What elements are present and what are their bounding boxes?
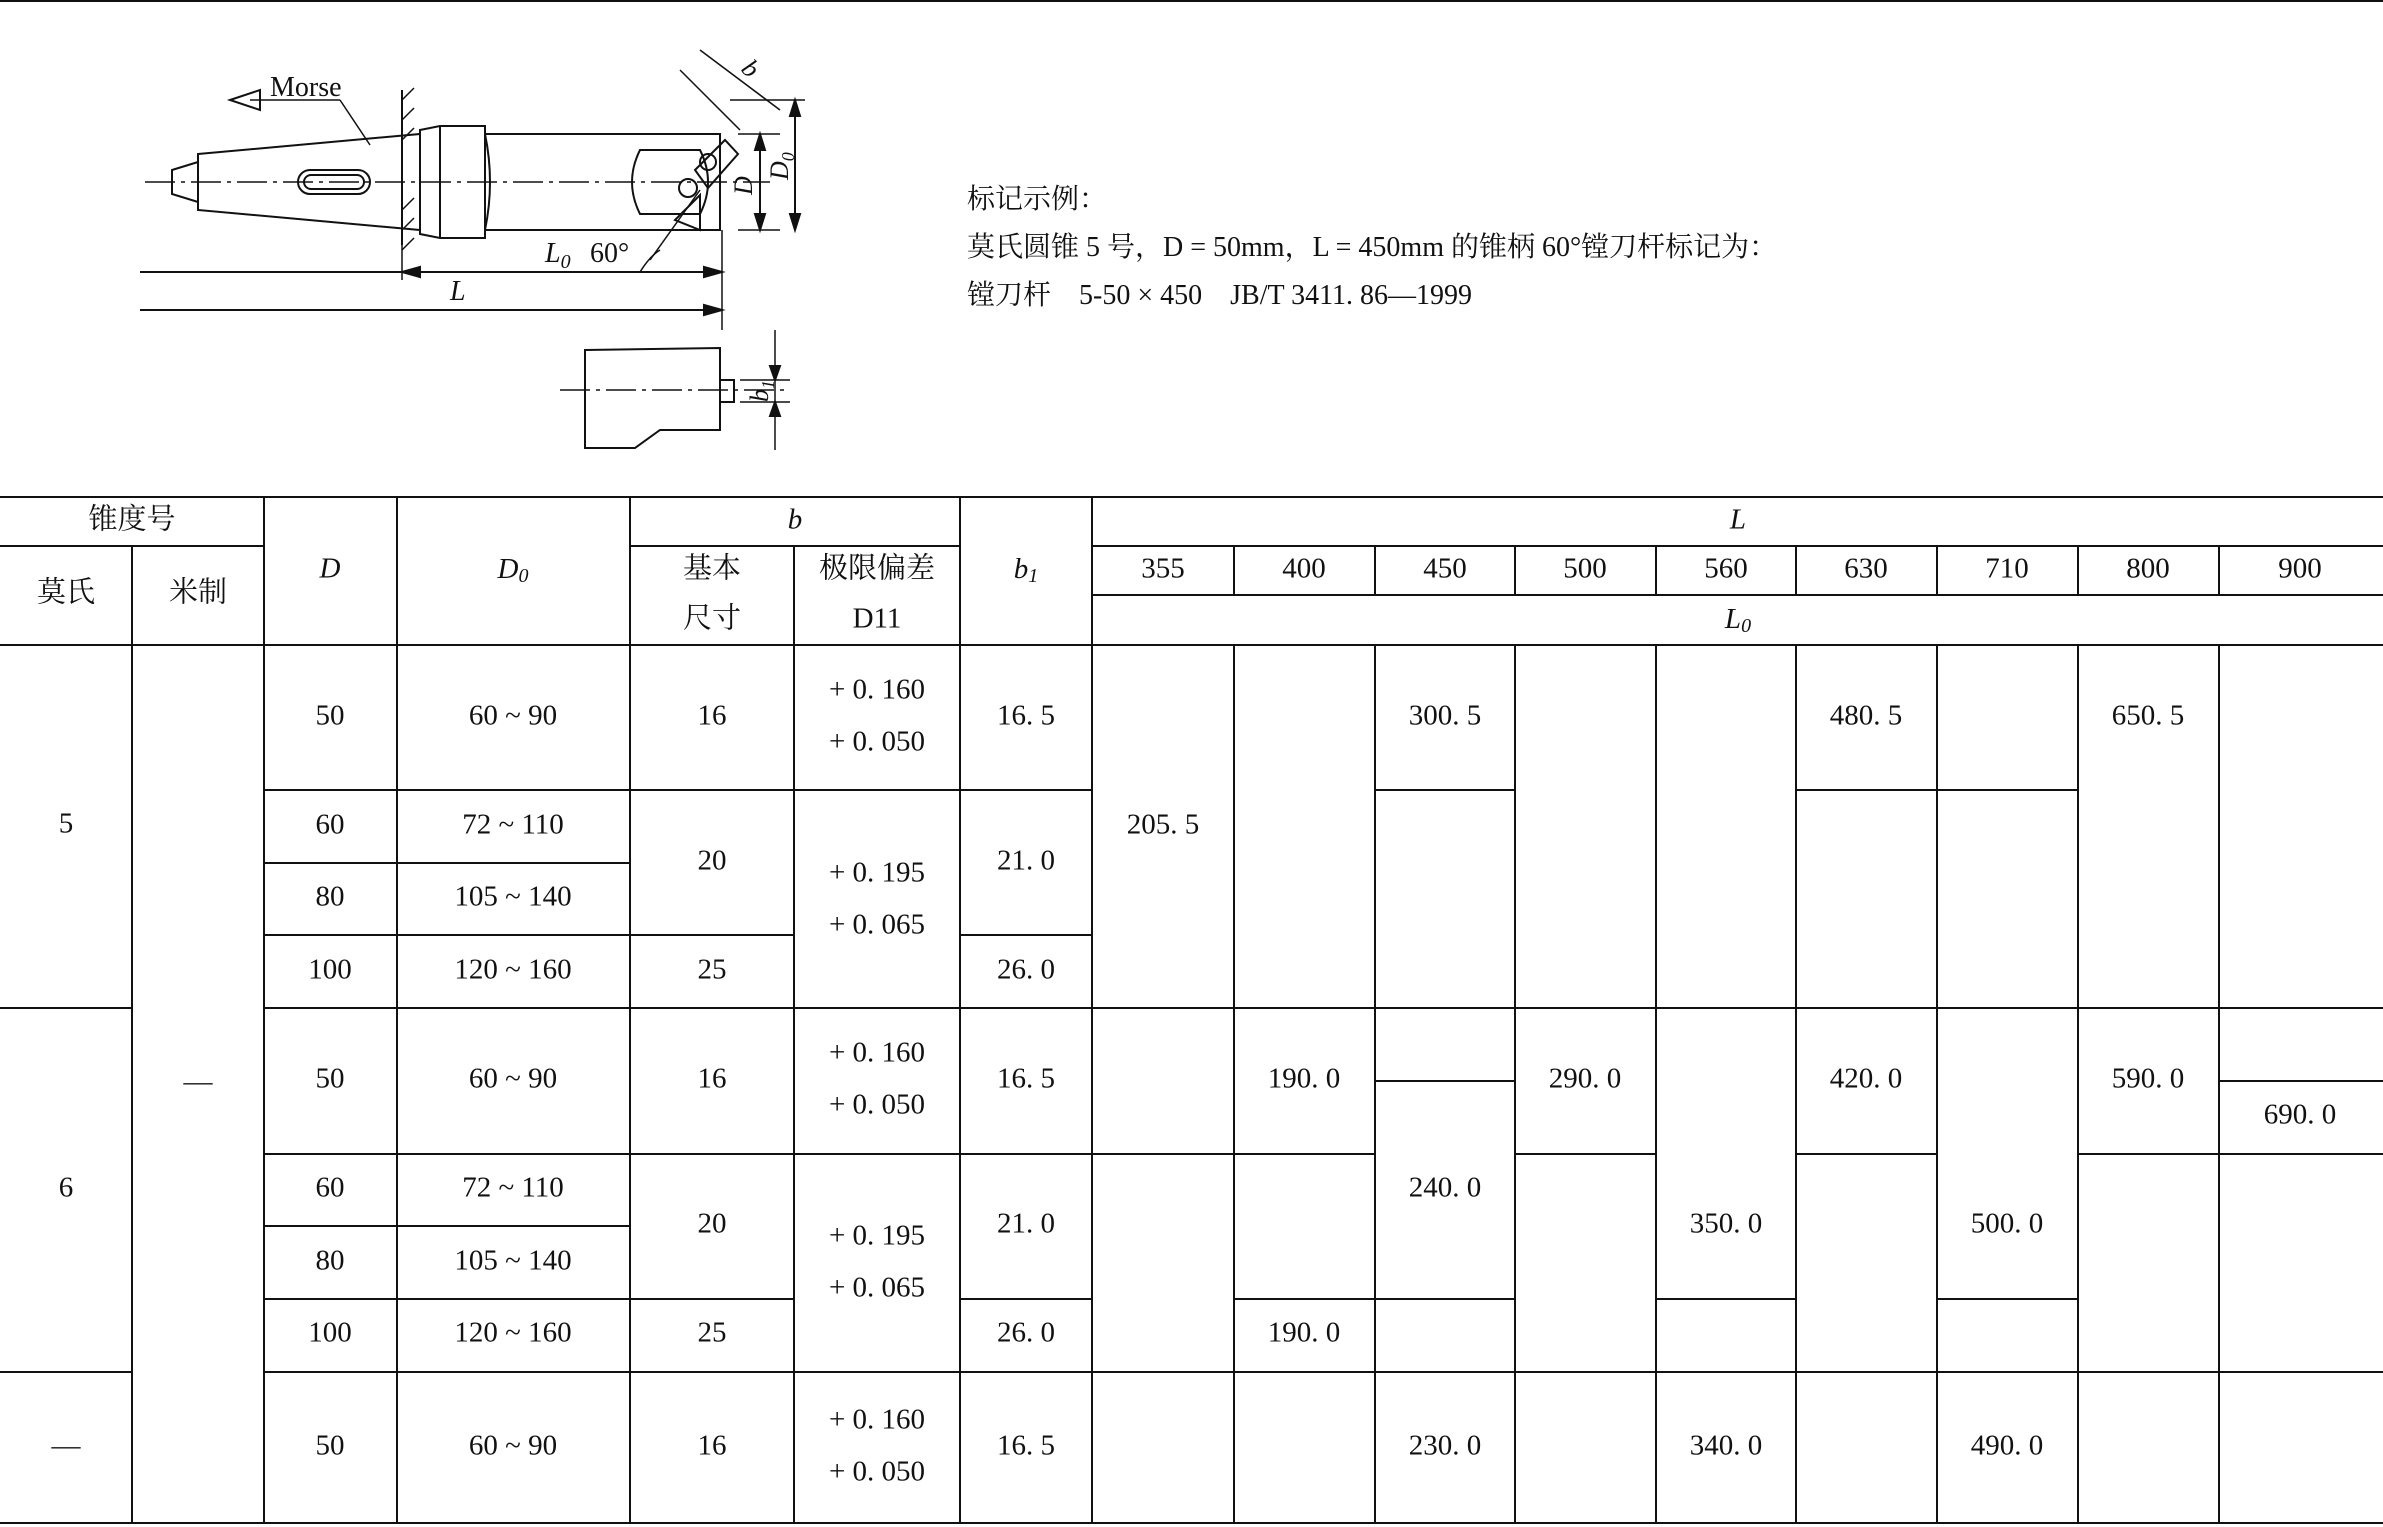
cell-tol-lower: + 0. 050 — [828, 725, 926, 758]
cell-L0: 300. 5 — [1408, 699, 1482, 732]
cell-tol-upper: + 0. 195 — [828, 856, 926, 889]
cell-D0: 60 ~ 90 — [468, 1429, 558, 1462]
boring-bar-figure — [140, 30, 820, 460]
hdr-length: 710 — [1985, 552, 2029, 585]
cell-b1: 16. 5 — [997, 1429, 1055, 1462]
cell-D: 80 — [315, 1244, 345, 1277]
taper-morse-5: 5 — [58, 807, 74, 840]
taper-morse-dash: — — [51, 1429, 81, 1462]
cell-b1: 21. 0 — [997, 844, 1055, 877]
cell-D0: 105 ~ 140 — [454, 1244, 572, 1277]
cell-D0: 120 ~ 160 — [454, 953, 572, 986]
L-label: L — [450, 276, 466, 307]
cell-D0: 72 ~ 110 — [462, 808, 564, 841]
cell-b-basic: 20 — [697, 844, 727, 877]
cell-D0: 72 ~ 110 — [462, 1171, 564, 1204]
cell-L0: 205. 5 — [1126, 808, 1200, 841]
example-title: 标记示例： — [967, 184, 1108, 215]
cell-L0: 480. 5 — [1829, 699, 1903, 732]
hdr-d11: D11 — [852, 602, 902, 635]
cell-tol-lower: + 0. 065 — [828, 1271, 926, 1304]
cell-L0: 230. 0 — [1408, 1429, 1482, 1462]
hdr-b: b — [787, 503, 803, 536]
hdr-L0: $L_0$ — [1724, 602, 1752, 637]
hdr-length: 355 — [1141, 552, 1185, 585]
hdr-length: 450 — [1423, 552, 1467, 585]
cell-b1: 16. 5 — [997, 1062, 1055, 1095]
b-label: b — [735, 53, 766, 84]
cell-tol-upper: + 0. 160 — [828, 1036, 926, 1069]
cell-b-basic: 20 — [697, 1207, 727, 1240]
cell-b1: 26. 0 — [997, 953, 1055, 986]
cell-b1: 16. 5 — [997, 699, 1055, 732]
hdr-length: 500 — [1563, 552, 1607, 585]
hdr-length: 800 — [2126, 552, 2170, 585]
cell-L0: 350. 0 — [1689, 1207, 1763, 1240]
cell-tol-lower: + 0. 050 — [828, 1455, 926, 1488]
cell-b-basic: 16 — [697, 1429, 727, 1462]
cell-D: 60 — [315, 808, 345, 841]
cell-D0: 105 ~ 140 — [454, 880, 572, 913]
L0-label: $L_0$ — [545, 238, 571, 273]
cell-D: 50 — [315, 1429, 345, 1462]
cell-D: 100 — [308, 953, 352, 986]
section-view — [585, 348, 720, 448]
cell-b1: 21. 0 — [997, 1207, 1055, 1240]
cell-b-basic: 25 — [697, 953, 727, 986]
cell-tol-lower: + 0. 050 — [828, 1088, 926, 1121]
cell-b-basic: 16 — [697, 699, 727, 732]
taper-morse-6: 6 — [58, 1171, 74, 1204]
cell-L0: 190. 0 — [1267, 1062, 1341, 1095]
cell-b-basic: 25 — [697, 1316, 727, 1349]
hdr-D0: $D_0$ — [497, 552, 529, 587]
hdr-D: D — [319, 552, 341, 585]
spec-table — [0, 495, 2383, 1527]
cell-tol-upper: + 0. 160 — [828, 673, 926, 706]
cell-L0: 240. 0 — [1408, 1171, 1482, 1204]
b1-label: $b_1$ — [745, 380, 778, 402]
hdr-length: 900 — [2278, 552, 2322, 585]
cell-D0: 60 ~ 90 — [468, 1062, 558, 1095]
hdr-length: 400 — [1282, 552, 1326, 585]
cell-tol-upper: + 0. 195 — [828, 1219, 926, 1252]
spec-table-grid — [0, 495, 2383, 1527]
cell-tol-upper: + 0. 160 — [828, 1403, 926, 1436]
cell-L0: 420. 0 — [1829, 1062, 1903, 1095]
hdr-size: 尺寸 — [682, 602, 742, 635]
cell-D: 60 — [315, 1171, 345, 1204]
example-line-2: 镗刀杆 5-50 × 450 JB/T 3411. 86—1999 — [967, 280, 1473, 311]
cell-D0: 60 ~ 90 — [468, 699, 558, 732]
cell-tol-lower: + 0. 065 — [828, 908, 926, 941]
cell-D: 50 — [315, 1062, 345, 1095]
cell-L0: 650. 5 — [2111, 699, 2185, 732]
cell-b1: 26. 0 — [997, 1316, 1055, 1349]
hdr-length: 560 — [1704, 552, 1748, 585]
cell-D: 50 — [315, 699, 345, 732]
hdr-morse: 莫氏 — [36, 576, 96, 609]
morse-label: Morse — [270, 72, 342, 103]
cell-L0: 490. 0 — [1970, 1429, 2044, 1462]
hdr-metric: 米制 — [168, 576, 228, 609]
hdr-length: 630 — [1844, 552, 1888, 585]
hdr-b1: $b_1$ — [1013, 552, 1039, 587]
hdr-basic: 基本 — [682, 552, 742, 585]
hdr-taper: 锥度号 — [88, 503, 176, 536]
boring-bar-drawing — [140, 30, 820, 460]
marking-example — [967, 176, 1777, 320]
cell-L0: 500. 0 — [1970, 1207, 2044, 1240]
cell-b-basic: 16 — [697, 1062, 727, 1095]
hdr-L: L — [1729, 503, 1747, 536]
cell-L0: 340. 0 — [1689, 1429, 1763, 1462]
hdr-limit: 极限偏差 — [818, 552, 936, 585]
cell-L0: 290. 0 — [1548, 1062, 1622, 1095]
D0-label: $D_0$ — [765, 152, 798, 180]
example-line-1: 莫氏圆锥 5 号，D = 50mm，L = 450mm 的锥柄 60°镗刀杆标记为： — [967, 232, 1778, 263]
cell-D0: 120 ~ 160 — [454, 1316, 572, 1349]
top-rule — [0, 0, 2383, 2]
cell-L0: 190. 0 — [1267, 1316, 1341, 1349]
cell-L0: 590. 0 — [2111, 1062, 2185, 1095]
taper-metric-dash: — — [183, 1065, 213, 1098]
angle-label: 60° — [590, 238, 630, 269]
cell-L0: 690. 0 — [2263, 1098, 2337, 1131]
cell-D: 80 — [315, 880, 345, 913]
D-label: D — [729, 176, 758, 195]
cell-D: 100 — [308, 1316, 352, 1349]
